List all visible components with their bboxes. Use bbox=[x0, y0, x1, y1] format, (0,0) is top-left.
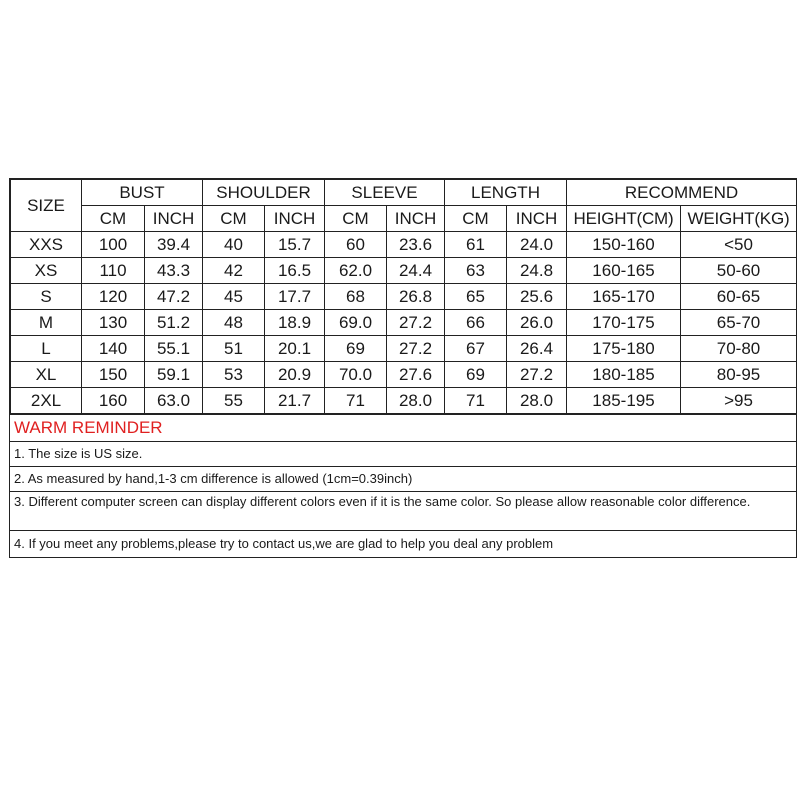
subheader-cell: INCH bbox=[507, 206, 567, 232]
table-cell: 69 bbox=[445, 362, 507, 388]
table-cell: 51.2 bbox=[145, 310, 203, 336]
table-cell: 45 bbox=[203, 284, 265, 310]
table-cell: 71 bbox=[325, 388, 387, 414]
subheader-cell: CM bbox=[203, 206, 265, 232]
warm-reminder bbox=[10, 414, 796, 557]
group-header-bust: BUST bbox=[82, 180, 203, 206]
subheader-cell: HEIGHT(CM) bbox=[567, 206, 681, 232]
reminder-note: 2. As measured by hand,1-3 cm difference is allowed (1cm=0.39inch) bbox=[10, 466, 796, 491]
table-cell: 59.1 bbox=[145, 362, 203, 388]
table-cell: 63.0 bbox=[145, 388, 203, 414]
group-header-length: LENGTH bbox=[445, 180, 567, 206]
table-cell: 65 bbox=[445, 284, 507, 310]
table-cell: 27.2 bbox=[387, 310, 445, 336]
table-cell: 66 bbox=[445, 310, 507, 336]
subheader-cell: INCH bbox=[145, 206, 203, 232]
size-row bbox=[11, 258, 797, 284]
table-cell: 70.0 bbox=[325, 362, 387, 388]
subheader-cell: CM bbox=[445, 206, 507, 232]
table-cell: 40 bbox=[203, 232, 265, 258]
size-label: M bbox=[11, 310, 82, 336]
table-cell: 21.7 bbox=[265, 388, 325, 414]
table-cell: >95 bbox=[681, 388, 797, 414]
table-cell: 17.7 bbox=[265, 284, 325, 310]
table-cell: 42 bbox=[203, 258, 265, 284]
table-cell: 175-180 bbox=[567, 336, 681, 362]
table-cell: 69 bbox=[325, 336, 387, 362]
table-cell: 110 bbox=[82, 258, 145, 284]
size-label: L bbox=[11, 336, 82, 362]
table-cell: 70-80 bbox=[681, 336, 797, 362]
table-cell: 24.8 bbox=[507, 258, 567, 284]
table-cell: 25.6 bbox=[507, 284, 567, 310]
table-cell: 180-185 bbox=[567, 362, 681, 388]
table-cell: 43.3 bbox=[145, 258, 203, 284]
table-cell: 24.0 bbox=[507, 232, 567, 258]
table-cell: 80-95 bbox=[681, 362, 797, 388]
size-label: 2XL bbox=[11, 388, 82, 414]
table-cell: 120 bbox=[82, 284, 145, 310]
size-rows bbox=[11, 232, 797, 414]
table-cell: 140 bbox=[82, 336, 145, 362]
subheader-cell: CM bbox=[325, 206, 387, 232]
reminder-title: WARM REMINDER bbox=[10, 414, 796, 441]
table-cell: 28.0 bbox=[387, 388, 445, 414]
table-cell: 150 bbox=[82, 362, 145, 388]
table-cell: 65-70 bbox=[681, 310, 797, 336]
size-row bbox=[11, 232, 797, 258]
table-cell: 69.0 bbox=[325, 310, 387, 336]
table-cell: 63 bbox=[445, 258, 507, 284]
table-cell: 48 bbox=[203, 310, 265, 336]
table-cell: 50-60 bbox=[681, 258, 797, 284]
table-cell: 27.2 bbox=[507, 362, 567, 388]
table-cell: 47.2 bbox=[145, 284, 203, 310]
table-cell: 170-175 bbox=[567, 310, 681, 336]
table-cell: 51 bbox=[203, 336, 265, 362]
size-label: XS bbox=[11, 258, 82, 284]
table-cell: 53 bbox=[203, 362, 265, 388]
size-label: XL bbox=[11, 362, 82, 388]
group-header-sleeve: SLEEVE bbox=[325, 180, 445, 206]
subheader-cell: WEIGHT(KG) bbox=[681, 206, 797, 232]
table-cell: 24.4 bbox=[387, 258, 445, 284]
table-cell: <50 bbox=[681, 232, 797, 258]
table-cell: 150-160 bbox=[567, 232, 681, 258]
table-cell: 165-170 bbox=[567, 284, 681, 310]
table-cell: 55 bbox=[203, 388, 265, 414]
size-label: XXS bbox=[11, 232, 82, 258]
size-row bbox=[11, 362, 797, 388]
table-cell: 160 bbox=[82, 388, 145, 414]
table-cell: 23.6 bbox=[387, 232, 445, 258]
size-chart bbox=[9, 178, 797, 558]
header-row-units bbox=[11, 206, 797, 232]
table-cell: 20.9 bbox=[265, 362, 325, 388]
size-row bbox=[11, 284, 797, 310]
table-cell: 130 bbox=[82, 310, 145, 336]
table-cell: 18.9 bbox=[265, 310, 325, 336]
table-cell: 39.4 bbox=[145, 232, 203, 258]
size-row bbox=[11, 336, 797, 362]
table-cell: 15.7 bbox=[265, 232, 325, 258]
table-cell: 60 bbox=[325, 232, 387, 258]
table-cell: 67 bbox=[445, 336, 507, 362]
size-table bbox=[10, 179, 797, 414]
table-cell: 16.5 bbox=[265, 258, 325, 284]
table-cell: 20.1 bbox=[265, 336, 325, 362]
subheader-cell: CM bbox=[82, 206, 145, 232]
reminder-note: 4. If you meet any problems,please try to contact us,we are glad to help you deal any problem bbox=[10, 530, 796, 557]
table-cell: 71 bbox=[445, 388, 507, 414]
table-cell: 55.1 bbox=[145, 336, 203, 362]
table-cell: 62.0 bbox=[325, 258, 387, 284]
table-cell: 26.0 bbox=[507, 310, 567, 336]
subheader-cell: INCH bbox=[265, 206, 325, 232]
group-header-shoulder: SHOULDER bbox=[203, 180, 325, 206]
reminder-note: 3. Different computer screen can display different colors even if it is the same color. So please allow reasonable color difference. bbox=[10, 491, 796, 530]
size-row bbox=[11, 388, 797, 414]
table-cell: 28.0 bbox=[507, 388, 567, 414]
reminder-note: 1. The size is US size. bbox=[10, 441, 796, 466]
size-header: SIZE bbox=[11, 180, 82, 232]
table-cell: 26.4 bbox=[507, 336, 567, 362]
subheader-cell: INCH bbox=[387, 206, 445, 232]
header-row-groups bbox=[11, 180, 797, 206]
table-cell: 100 bbox=[82, 232, 145, 258]
group-header-recommend: RECOMMEND bbox=[567, 180, 797, 206]
table-cell: 185-195 bbox=[567, 388, 681, 414]
table-cell: 27.6 bbox=[387, 362, 445, 388]
table-cell: 160-165 bbox=[567, 258, 681, 284]
table-cell: 26.8 bbox=[387, 284, 445, 310]
table-cell: 27.2 bbox=[387, 336, 445, 362]
size-label: S bbox=[11, 284, 82, 310]
table-cell: 68 bbox=[325, 284, 387, 310]
size-row bbox=[11, 310, 797, 336]
table-cell: 60-65 bbox=[681, 284, 797, 310]
table-cell: 61 bbox=[445, 232, 507, 258]
